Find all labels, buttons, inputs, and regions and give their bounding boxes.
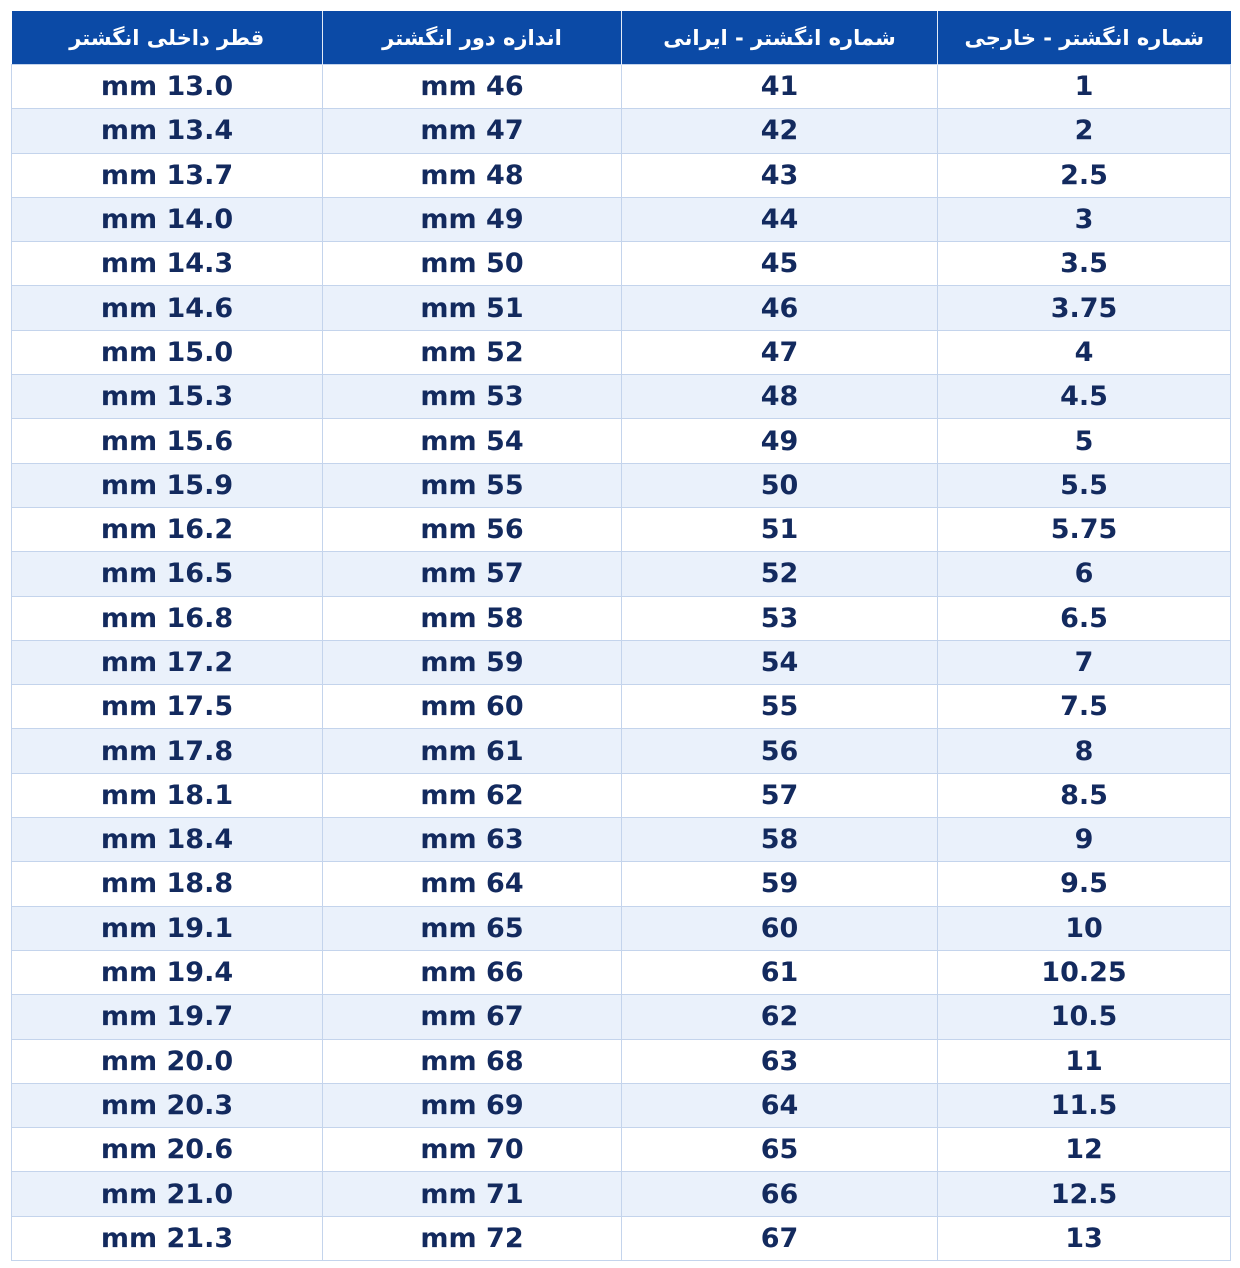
table-row [12, 685, 1231, 729]
table-row [12, 773, 1231, 817]
cell-foreign-size: 12.5 [938, 1172, 1231, 1216]
cell-foreign-size: 2 [938, 109, 1231, 153]
table-row [12, 153, 1231, 197]
table-row [12, 65, 1231, 109]
cell-circumference: mm 64 [323, 862, 622, 906]
table-row [12, 242, 1231, 286]
cell-inner-diameter: mm 13.4 [12, 109, 323, 153]
cell-inner-diameter: mm 18.8 [12, 862, 323, 906]
cell-foreign-size: 9.5 [938, 862, 1231, 906]
cell-iranian-size: 47 [622, 330, 938, 374]
cell-iranian-size: 51 [622, 507, 938, 551]
cell-circumference: mm 62 [323, 773, 622, 817]
cell-inner-diameter: mm 18.4 [12, 818, 323, 862]
cell-circumference: mm 46 [323, 65, 622, 109]
cell-foreign-size: 10.5 [938, 995, 1231, 1039]
cell-iranian-size: 42 [622, 109, 938, 153]
table-row [12, 109, 1231, 153]
cell-circumference: mm 61 [323, 729, 622, 773]
header-circumference: اندازه دور انگشتر [323, 11, 622, 65]
table-row [12, 995, 1231, 1039]
table-row [12, 596, 1231, 640]
cell-foreign-size: 8.5 [938, 773, 1231, 817]
cell-inner-diameter: mm 19.4 [12, 950, 323, 994]
table-row [12, 729, 1231, 773]
table-row [12, 950, 1231, 994]
cell-iranian-size: 43 [622, 153, 938, 197]
table-row [12, 197, 1231, 241]
header-foreign-size: شماره انگشتر - خارجی [938, 11, 1231, 65]
cell-circumference: mm 69 [323, 1083, 622, 1127]
cell-iranian-size: 57 [622, 773, 938, 817]
cell-circumference: mm 67 [323, 995, 622, 1039]
cell-foreign-size: 4 [938, 330, 1231, 374]
cell-circumference: mm 52 [323, 330, 622, 374]
table-row [12, 1039, 1231, 1083]
cell-iranian-size: 60 [622, 906, 938, 950]
cell-inner-diameter: mm 16.2 [12, 507, 323, 551]
header-inner-diameter: قطر داخلی انگشتر [12, 11, 323, 65]
cell-inner-diameter: mm 19.1 [12, 906, 323, 950]
ring-size-table [11, 11, 1231, 1261]
cell-iranian-size: 45 [622, 242, 938, 286]
cell-inner-diameter: mm 20.0 [12, 1039, 323, 1083]
cell-iranian-size: 48 [622, 375, 938, 419]
cell-circumference: mm 66 [323, 950, 622, 994]
cell-circumference: mm 48 [323, 153, 622, 197]
cell-circumference: mm 70 [323, 1128, 622, 1172]
cell-iranian-size: 53 [622, 596, 938, 640]
cell-circumference: mm 58 [323, 596, 622, 640]
cell-iranian-size: 52 [622, 552, 938, 596]
cell-circumference: mm 50 [323, 242, 622, 286]
cell-iranian-size: 41 [622, 65, 938, 109]
cell-circumference: mm 71 [323, 1172, 622, 1216]
cell-foreign-size: 5 [938, 419, 1231, 463]
table-row [12, 1172, 1231, 1216]
cell-foreign-size: 11 [938, 1039, 1231, 1083]
cell-iranian-size: 66 [622, 1172, 938, 1216]
cell-circumference: mm 54 [323, 419, 622, 463]
cell-inner-diameter: mm 14.6 [12, 286, 323, 330]
cell-iranian-size: 63 [622, 1039, 938, 1083]
cell-iranian-size: 46 [622, 286, 938, 330]
cell-iranian-size: 67 [622, 1216, 938, 1260]
cell-circumference: mm 55 [323, 463, 622, 507]
table-header [12, 11, 1231, 65]
cell-circumference: mm 51 [323, 286, 622, 330]
cell-iranian-size: 65 [622, 1128, 938, 1172]
table-body [12, 65, 1231, 1261]
cell-circumference: mm 49 [323, 197, 622, 241]
cell-iranian-size: 44 [622, 197, 938, 241]
cell-iranian-size: 64 [622, 1083, 938, 1127]
cell-circumference: mm 68 [323, 1039, 622, 1083]
header-iranian-size: شماره انگشتر - ایرانی [622, 11, 938, 65]
cell-foreign-size: 7.5 [938, 685, 1231, 729]
table-row [12, 1083, 1231, 1127]
table-row [12, 1216, 1231, 1260]
cell-iranian-size: 49 [622, 419, 938, 463]
cell-foreign-size: 13 [938, 1216, 1231, 1260]
cell-foreign-size: 3.75 [938, 286, 1231, 330]
cell-circumference: mm 59 [323, 640, 622, 684]
table-row [12, 330, 1231, 374]
cell-iranian-size: 61 [622, 950, 938, 994]
cell-inner-diameter: mm 15.6 [12, 419, 323, 463]
cell-inner-diameter: mm 14.3 [12, 242, 323, 286]
cell-inner-diameter: mm 17.8 [12, 729, 323, 773]
cell-inner-diameter: mm 15.9 [12, 463, 323, 507]
cell-inner-diameter: mm 17.2 [12, 640, 323, 684]
cell-circumference: mm 57 [323, 552, 622, 596]
cell-iranian-size: 54 [622, 640, 938, 684]
cell-circumference: mm 47 [323, 109, 622, 153]
cell-foreign-size: 6.5 [938, 596, 1231, 640]
cell-inner-diameter: mm 20.3 [12, 1083, 323, 1127]
cell-foreign-size: 10 [938, 906, 1231, 950]
header-row [12, 11, 1231, 65]
cell-inner-diameter: mm 17.5 [12, 685, 323, 729]
cell-foreign-size: 5.75 [938, 507, 1231, 551]
cell-inner-diameter: mm 20.6 [12, 1128, 323, 1172]
table-row [12, 906, 1231, 950]
cell-foreign-size: 11.5 [938, 1083, 1231, 1127]
cell-inner-diameter: mm 13.0 [12, 65, 323, 109]
cell-inner-diameter: mm 13.7 [12, 153, 323, 197]
cell-foreign-size: 7 [938, 640, 1231, 684]
table-row [12, 419, 1231, 463]
cell-circumference: mm 60 [323, 685, 622, 729]
table-row [12, 640, 1231, 684]
cell-inner-diameter: mm 15.0 [12, 330, 323, 374]
cell-foreign-size: 3.5 [938, 242, 1231, 286]
table-row [12, 286, 1231, 330]
cell-inner-diameter: mm 19.7 [12, 995, 323, 1039]
cell-inner-diameter: mm 16.5 [12, 552, 323, 596]
cell-circumference: mm 56 [323, 507, 622, 551]
table-row [12, 818, 1231, 862]
table-row [12, 862, 1231, 906]
cell-iranian-size: 55 [622, 685, 938, 729]
cell-iranian-size: 56 [622, 729, 938, 773]
cell-circumference: mm 65 [323, 906, 622, 950]
cell-inner-diameter: mm 15.3 [12, 375, 323, 419]
cell-iranian-size: 58 [622, 818, 938, 862]
cell-inner-diameter: mm 18.1 [12, 773, 323, 817]
cell-foreign-size: 10.25 [938, 950, 1231, 994]
cell-foreign-size: 12 [938, 1128, 1231, 1172]
table-row [12, 463, 1231, 507]
cell-iranian-size: 50 [622, 463, 938, 507]
cell-circumference: mm 53 [323, 375, 622, 419]
cell-circumference: mm 63 [323, 818, 622, 862]
cell-foreign-size: 3 [938, 197, 1231, 241]
cell-foreign-size: 6 [938, 552, 1231, 596]
cell-foreign-size: 2.5 [938, 153, 1231, 197]
cell-foreign-size: 1 [938, 65, 1231, 109]
table-row [12, 375, 1231, 419]
table-row [12, 552, 1231, 596]
cell-foreign-size: 9 [938, 818, 1231, 862]
cell-inner-diameter: mm 21.3 [12, 1216, 323, 1260]
table-row [12, 507, 1231, 551]
cell-foreign-size: 8 [938, 729, 1231, 773]
cell-inner-diameter: mm 14.0 [12, 197, 323, 241]
table-row [12, 1128, 1231, 1172]
cell-circumference: mm 72 [323, 1216, 622, 1260]
cell-iranian-size: 59 [622, 862, 938, 906]
cell-iranian-size: 62 [622, 995, 938, 1039]
cell-inner-diameter: mm 16.8 [12, 596, 323, 640]
cell-foreign-size: 5.5 [938, 463, 1231, 507]
cell-foreign-size: 4.5 [938, 375, 1231, 419]
cell-inner-diameter: mm 21.0 [12, 1172, 323, 1216]
